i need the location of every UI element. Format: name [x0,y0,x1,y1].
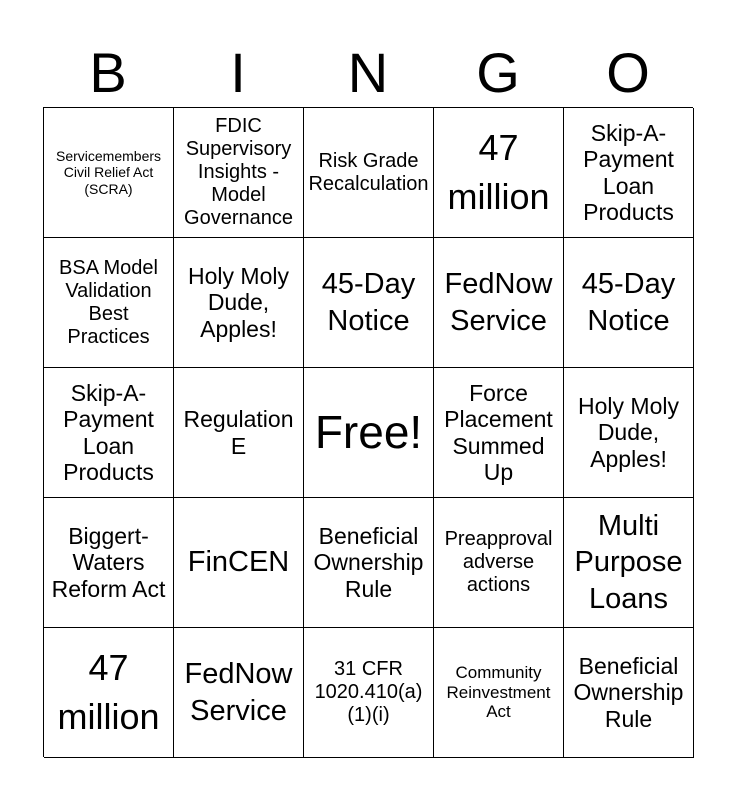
header-letter-i: I [230,41,246,104]
bingo-cell[interactable]: Servicemembers Civil Relief Act (SCRA) [44,108,174,238]
header-letter-o: O [606,41,650,104]
bingo-cell[interactable]: Biggert-Waters Reform Act [44,498,174,628]
bingo-cell[interactable]: 31 CFR 1020.410(a)(1)(i) [304,628,434,758]
bingo-cell[interactable]: FinCEN [174,498,304,628]
bingo-cell[interactable]: BSA Model Validation Best Practices [44,238,174,368]
bingo-cell[interactable]: FedNow Service [434,238,564,368]
bingo-cell[interactable]: 47 million [44,628,174,758]
bingo-cell[interactable]: FedNow Service [174,628,304,758]
bingo-cell[interactable]: Multi Purpose Loans [564,498,694,628]
header-letter-g: G [476,41,520,104]
bingo-cell[interactable]: Beneficial Ownership Rule [304,498,434,628]
bingo-cell[interactable]: Risk Grade Recalculation [304,108,434,238]
bingo-cell[interactable]: Skip-A-Payment Loan Products [564,108,694,238]
bingo-cell[interactable]: Force Placement Summed Up [434,368,564,498]
header-letter-b: B [89,41,127,104]
bingo-cell[interactable]: 45-Day Notice [564,238,694,368]
bingo-board [43,107,693,757]
bingo-header [43,38,693,108]
bingo-cell[interactable]: FDIC Supervisory Insights - Model Governance [174,108,304,238]
free-space-cell[interactable]: Free! [304,368,434,498]
bingo-cell[interactable]: Community Reinvestment Act [434,628,564,758]
bingo-cell[interactable]: 47 million [434,108,564,238]
bingo-cell[interactable]: Preapproval adverse actions [434,498,564,628]
bingo-cell[interactable]: Regulation E [174,368,304,498]
bingo-cell[interactable]: 45-Day Notice [304,238,434,368]
bingo-cell[interactable]: Skip-A-Payment Loan Products [44,368,174,498]
header-letter-n: N [347,41,389,104]
bingo-cell[interactable]: Holy Moly Dude, Apples! [174,238,304,368]
bingo-cell[interactable]: Beneficial Ownership Rule [564,628,694,758]
bingo-cell[interactable]: Holy Moly Dude, Apples! [564,368,694,498]
